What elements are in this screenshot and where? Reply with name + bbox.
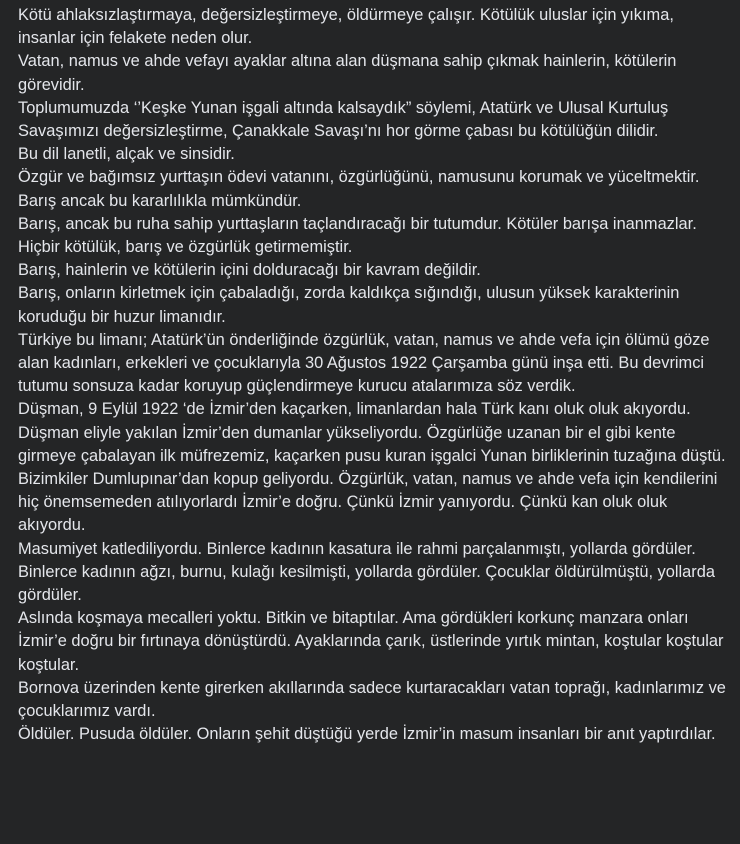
paragraph: Barış, onların kirletmek için çabaladığı, zorda kaldıkça sığındığı, ulusun yüksek karakterinin koruduğu bir huzur limanıdır. — [18, 284, 680, 326]
paragraph: Özgür ve bağımsız yurttaşın ödevi vatanını, özgürlüğünü, namusunu korumak ve yüceltmektir. — [18, 168, 700, 187]
paragraph: Bu dil lanetli, alçak ve sinsidir. — [18, 145, 235, 164]
paragraph: Vatan, namus ve ahde vefayı ayaklar altına alan düşmana sahip çıkmak hainlerin, kötülerin görevidir. — [18, 52, 677, 94]
paragraph: Aslında koşmaya mecalleri yoktu. Bitkin ve bitaptılar. Ama gördükleri korkunç manzara onları İzmir’e doğru bir fırtınaya dönüştürdü. Ayaklarında çarık, üstlerinde yırtık mintan, koştular koştular koştular. — [18, 609, 724, 674]
paragraph: Bornova üzerinden kente girerken akıllarında sadece kurtaracakları vatan toprağı, kadınlarımız ve çocuklarımız vardı. — [18, 678, 726, 721]
paragraph: Barış, ancak bu ruha sahip yurttaşların taçlandıracağı bir tutumdur. Kötüler barışa inanmazlar. — [18, 214, 697, 233]
paragraph: Barış ancak bu kararlılıkla mümkündür. — [18, 191, 302, 210]
paragraph: Bizimkiler Dumlupınar’dan kopup geliyordu. Özgürlük, vatan, namus ve ahde vefa için kendilerini hiç önemsemeden atılıyorlardı İzmir’e doğru. Çünkü İzmir yanıyordu. Çünkü kan oluk oluk akıyordu. — [18, 470, 718, 535]
paragraph: Masumiyet katlediliyordu. Binlerce kadının kasatura ile rahmi parçalanmıştı, yollarda gördüler. Binlerce kadının ağzı, burnu, kulağı kesilmişti, yollarda gördüler. Çocuklar öldürülmüştü, yollarda gördüler. — [18, 539, 715, 605]
paragraph: Türkiye bu limanı; Atatürk’ün önderliğinde özgürlük, vatan, namus ve ahde vefa için ölümü göze alan kadınları, erkekleri ve çocuklarıyla 30 Ağustos 1922 Çarşamba günü inşa etti. Bu devrimci tutumu sonsuza kadar koruyup güçlendirmeye kurucu atalarımıza söz verdik. — [18, 330, 710, 396]
paragraph: Barış, hainlerin ve kötülerin içini dolduracağı bir kavram değildir. — [18, 261, 481, 280]
paragraph: Öldüler. Pusuda öldüler. Onların şehit düştüğü yerde İzmir’in masum insanları bir anıt yaptırdılar. — [18, 725, 716, 744]
paragraph: Kötü ahlaksızlaştırmaya, değersizleştirmeye, öldürmeye çalışır. Kötülük uluslar için yıkıma, insanlar için felakete neden olur. — [18, 6, 674, 48]
paragraph: Hiçbir kötülük, barış ve özgürlük getirmemiştir. — [18, 238, 353, 257]
paragraph: Düşman, 9 Eylül 1922 ‘de İzmir’den kaçarken, limanlardan hala Türk kanı oluk oluk akıyordu. Düşman eliyle yakılan İzmir’den dumanlar yükseliyordu. Özgürlüğe uzanan bir el gibi kente girmeye çabalayan ilk müfrezemiz, kaçarken pusu kuran işgalci Yunan birliklerinin tuzağına düştü. — [18, 400, 726, 465]
paragraph: Toplumumuzda ‘’Keşke Yunan işgali altında kalsaydık” söylemi, Atatürk ve Ulusal Kurtuluş Savaşımızı değersizleştirme, Çanakkale Savaşı’nı hor görme çabası bu kötülüğün dilidir. — [18, 98, 669, 141]
